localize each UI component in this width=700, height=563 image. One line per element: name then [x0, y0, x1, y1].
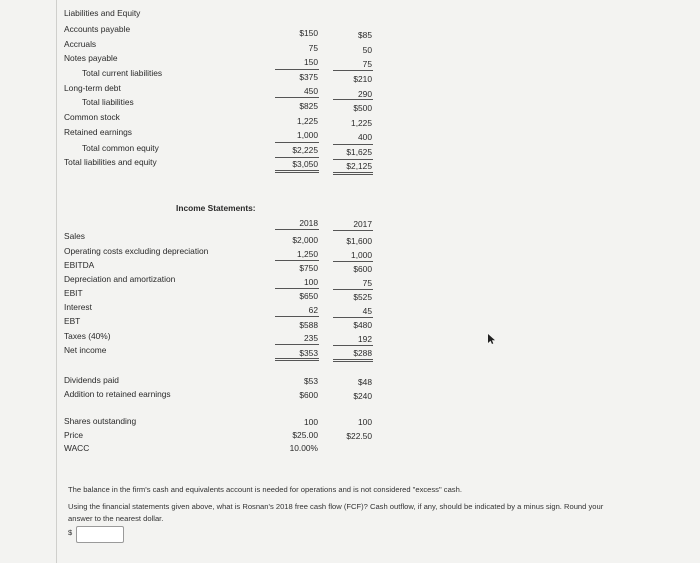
balance-heading: Liabilities and Equity	[64, 8, 141, 18]
other-row-label: Price	[64, 430, 84, 440]
header-underline	[333, 230, 373, 231]
income-row-label: Taxes (40%)	[64, 331, 111, 341]
other-value-2018: $25.00	[292, 430, 318, 440]
balance-value-2018: $2,225	[292, 145, 318, 155]
balance-value-2017: $500	[353, 103, 372, 113]
dividend-row-label: Dividends paid	[64, 375, 119, 385]
cash-note: The balance in the firm's cash and equivalents account is needed for operations and is not considered "excess" cash.	[68, 485, 462, 494]
balance-value-2018: 1,000	[297, 130, 318, 140]
balance-row-label: Long-term debt	[64, 83, 121, 93]
other-row-label: Shares outstanding	[64, 416, 137, 426]
subtotal-underline	[275, 316, 319, 317]
income-value-2018: 62	[308, 305, 318, 315]
balance-row-label: Accounts payable	[64, 24, 131, 34]
dividend-row-label: Addition to retained earnings	[64, 389, 171, 399]
question-text-continued: answer to the nearest dollar.	[68, 514, 164, 523]
income-value-2017: $600	[353, 264, 372, 274]
balance-value-2017: $2,125	[346, 161, 372, 171]
subtotal-underline	[333, 345, 373, 346]
total-underline	[333, 159, 373, 160]
subtotal-underline	[275, 288, 319, 289]
income-value-2018: 235	[304, 333, 318, 343]
income-value-2018: $588	[299, 320, 318, 330]
double-underline	[275, 360, 319, 361]
balance-value-2018: 1,225	[297, 116, 318, 126]
balance-value-2017: 1,225	[351, 118, 372, 128]
income-value-2017: 45	[362, 306, 372, 316]
balance-row-label: Notes payable	[64, 53, 118, 63]
income-value-2017: $1,600	[346, 236, 372, 246]
page-left-border	[56, 0, 57, 563]
income-value-2017: 1,000	[351, 250, 372, 260]
income-row-label: EBIT	[64, 288, 83, 298]
income-value-2018: $353	[299, 348, 318, 358]
other-value-2017: 100	[358, 417, 372, 427]
subtotal-underline	[275, 142, 319, 143]
balance-value-2017: 290	[358, 89, 372, 99]
subtotal-underline	[275, 69, 319, 70]
balance-row-label: Common stock	[64, 112, 120, 122]
balance-row-label: Total current liabilities	[82, 68, 163, 78]
subtotal-underline	[275, 344, 319, 345]
income-row-label: EBT	[64, 316, 81, 326]
balance-value-2018: $375	[299, 72, 318, 82]
double-underline	[275, 170, 319, 171]
income-year-2018: 2018	[299, 218, 318, 228]
income-value-2017: $288	[353, 348, 372, 358]
income-value-2018: 100	[304, 277, 318, 287]
dividend-value-2017: $48	[358, 377, 372, 387]
balance-row-label: Total liabilities	[82, 97, 134, 107]
income-year-2017: 2017	[353, 219, 372, 229]
income-value-2018: 1,250	[297, 249, 318, 259]
mouse-pointer-icon	[488, 334, 496, 344]
income-row-label: Sales	[64, 231, 85, 241]
income-row-label: EBITDA	[64, 260, 95, 270]
subtotal-underline	[333, 317, 373, 318]
balance-value-2017: 75	[362, 59, 372, 69]
double-underline	[275, 358, 319, 359]
balance-value-2017: $85	[358, 30, 372, 40]
balance-value-2017: $210	[353, 74, 372, 84]
balance-row-label: Accruals	[64, 39, 97, 49]
balance-value-2017: 400	[358, 132, 372, 142]
income-row-label: Interest	[64, 302, 92, 312]
dividend-value-2018: $53	[304, 376, 318, 386]
balance-value-2018: $150	[299, 28, 318, 38]
double-underline	[333, 361, 373, 362]
fcf-answer-input[interactable]	[76, 526, 124, 543]
balance-value-2018: $825	[299, 101, 318, 111]
subtotal-underline	[275, 260, 319, 261]
balance-row-label: Retained earnings	[64, 127, 132, 137]
dividend-value-2017: $240	[353, 391, 372, 401]
other-value-2018: 10.00%	[289, 443, 318, 453]
other-value-2018: 100	[304, 417, 318, 427]
dividend-value-2018: $600	[299, 390, 318, 400]
income-value-2017: $480	[353, 320, 372, 330]
balance-value-2017: 50	[362, 45, 372, 55]
income-row-label: Depreciation and amortization	[64, 274, 176, 284]
double-underline	[333, 174, 373, 175]
subtotal-underline	[275, 97, 319, 98]
currency-symbol: $	[68, 528, 73, 537]
balance-value-2017: $1,625	[346, 147, 372, 157]
header-underline	[275, 229, 319, 230]
other-row-label: WACC	[64, 443, 90, 453]
income-value-2017: $525	[353, 292, 372, 302]
income-value-2018: $650	[299, 291, 318, 301]
question-text: Using the financial statements given above, what is Rosnan's 2018 free cash flow (FCF)? Cash outflow, if any, should be indicated by a minus sign. Round your	[68, 502, 604, 511]
balance-value-2018: 75	[308, 43, 318, 53]
double-underline	[275, 172, 319, 173]
other-value-2017: $22.50	[346, 431, 372, 441]
income-row-label: Net income	[64, 345, 107, 355]
income-value-2018: $750	[299, 263, 318, 273]
subtotal-underline	[333, 261, 373, 262]
double-underline	[333, 172, 373, 173]
subtotal-underline	[333, 70, 373, 71]
balance-value-2018: 150	[304, 57, 318, 67]
income-value-2017: 192	[358, 334, 372, 344]
income-row-label: Operating costs excluding depreciation	[64, 246, 209, 256]
balance-row-label: Total liabilities and equity	[64, 157, 157, 167]
double-underline	[333, 359, 373, 360]
balance-value-2018: 450	[304, 86, 318, 96]
total-underline	[275, 157, 319, 158]
income-value-2018: $2,000	[292, 235, 318, 245]
balance-value-2018: $3,050	[292, 159, 318, 169]
subtotal-underline	[333, 99, 373, 100]
subtotal-underline	[333, 144, 373, 145]
balance-row-label: Total common equity	[82, 143, 159, 153]
income-statement-title: Income Statements:	[176, 203, 256, 213]
subtotal-underline	[333, 289, 373, 290]
income-value-2017: 75	[362, 278, 372, 288]
